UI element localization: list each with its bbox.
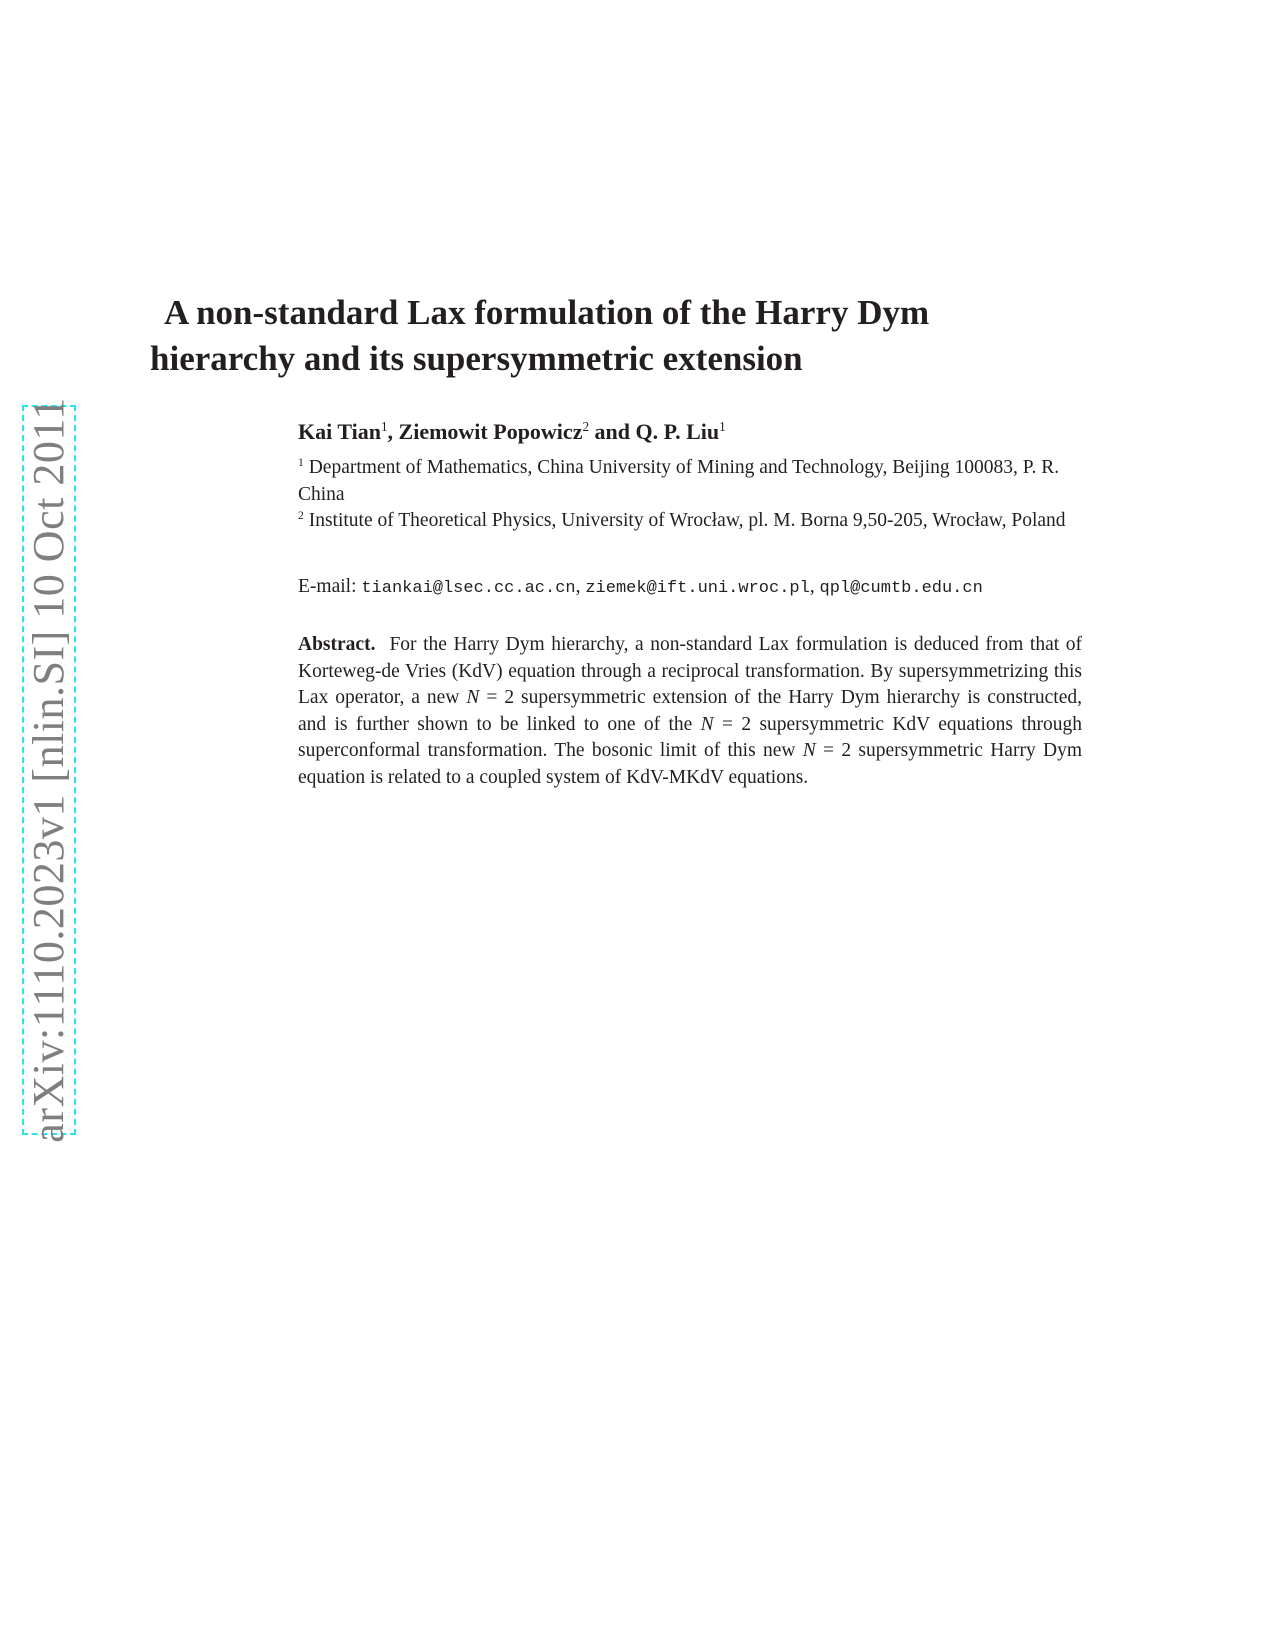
math-symbol: N <box>802 740 816 762</box>
author-separator: , <box>387 419 399 444</box>
abstract-text: = 2 supersymmetric extension of the Harry Dym hierarchy is constructed, and is further shown to be linked to one of the <box>298 687 1082 735</box>
abstract-text: For the Harry Dym hierarchy, a non-standard Lax formulation is deduced from that of Korteweg-de Vries (KdV) equation through a reciprocal transformation. By supersymmetrizing this Lax operator, a new <box>298 634 1082 709</box>
author-separator: and <box>589 419 636 444</box>
author-name: Q. P. Liu <box>635 419 720 444</box>
email-link[interactable]: tiankai@lsec.cc.ac.cn <box>361 579 576 598</box>
email-line <box>298 574 1082 602</box>
affiliation-text: Institute of Theoretical Physics, University of Wrocław, pl. M. Borna 9,50-205, Wrocław, Poland <box>308 510 1066 531</box>
affiliation-item <box>298 455 1082 508</box>
affiliation-item <box>298 508 1082 535</box>
affiliation-mark: 1 <box>298 455 304 469</box>
affiliation-mark: 1 <box>380 419 388 435</box>
affiliation-text: Department of Mathematics, China University of Mining and Technology, Beijing 100083, P. R. China <box>298 457 1060 505</box>
email-link[interactable]: ziemek@ift.uni.wroc.pl <box>585 579 810 598</box>
abstract <box>298 632 1082 792</box>
abstract-label: Abstract. <box>298 634 376 655</box>
title-line-1: A non-standard Lax formulation of the Harry Dym <box>164 293 930 332</box>
title-line-2: hierarchy and its supersymmetric extension <box>150 339 803 378</box>
affiliation-mark: 2 <box>298 508 304 522</box>
affiliation-mark: 2 <box>582 419 590 435</box>
math-symbol: N <box>700 713 714 735</box>
email-separator: , <box>575 576 586 597</box>
author-name: Kai Tian <box>298 419 381 444</box>
abstract-text: = 2 supersymmetric Harry Dym equation is related to a coupled system of KdV-MKdV equations. <box>298 740 1082 788</box>
author-name: Ziemowit Popowicz <box>398 419 583 444</box>
arxiv-identifier: arXiv:1110.2023v1 [nlin.SI] 10 Oct 2011 <box>24 397 73 1143</box>
paper-title <box>150 290 1090 382</box>
abstract-text: = 2 supersymmetric KdV equations through superconformal transformation. The bosonic limit of this new <box>298 713 1082 762</box>
arxiv-stamp <box>22 397 76 1143</box>
math-symbol: N <box>466 687 480 709</box>
email-separator: , <box>809 576 820 597</box>
email-link[interactable]: qpl@cumtb.edu.cn <box>819 579 983 598</box>
affiliation-list <box>298 455 1082 535</box>
email-label: E-mail: <box>298 576 362 597</box>
affiliation-mark: 1 <box>719 419 726 435</box>
author-list <box>298 418 1082 446</box>
